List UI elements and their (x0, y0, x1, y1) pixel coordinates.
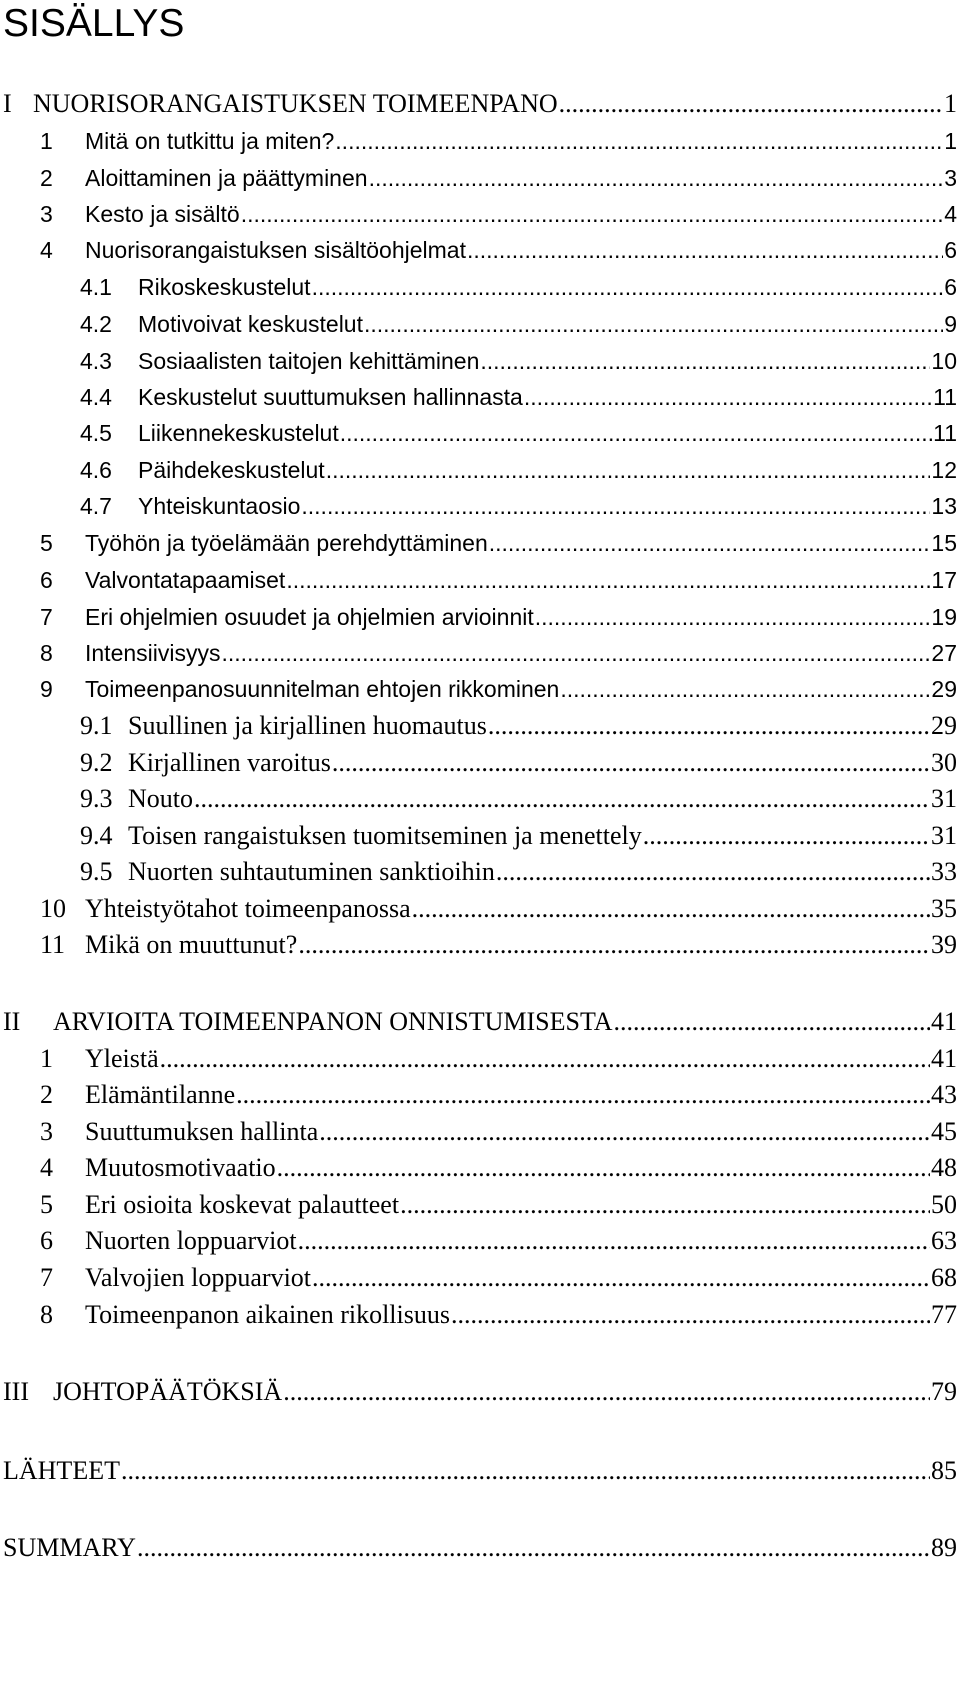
toc-entry-page: 41 (931, 1007, 957, 1036)
toc-dot-leader (160, 1039, 930, 1079)
toc-entry-page: 63 (931, 1226, 957, 1255)
toc-entry[interactable] (40, 1221, 957, 1261)
toc-entry-page: 31 (931, 784, 957, 813)
toc-dot-leader (298, 925, 930, 965)
toc-entry-page: 39 (931, 930, 957, 959)
toc-entry-number: 7 (40, 1263, 53, 1292)
toc-entry-label: Toimeenpanosuunnitelman ehtojen rikkominen (85, 676, 560, 702)
toc-entry-page: 29 (931, 676, 957, 702)
toc-entry-label: JOHTOPÄÄTÖKSIÄ (53, 1377, 283, 1406)
toc-entry-label: Nuorten loppuarviot (85, 1226, 297, 1255)
toc-entry[interactable] (80, 413, 957, 453)
toc-entry-page: 19 (931, 604, 957, 630)
toc-entry[interactable] (80, 304, 957, 344)
toc-entry-page: 68 (931, 1263, 957, 1292)
toc-entry-number: 10 (40, 894, 66, 923)
toc-entry[interactable] (3, 1002, 957, 1042)
toc-entry[interactable] (40, 1148, 957, 1188)
toc-entry-label: Nuorisorangaistuksen sisältöohjelmat (85, 237, 466, 263)
toc-dot-leader (312, 267, 944, 307)
toc-entry-page: 31 (931, 821, 957, 850)
toc-dot-leader (412, 889, 930, 929)
toc-dot-leader (480, 341, 930, 381)
toc-dot-leader (137, 1528, 930, 1568)
toc-entry-page: 11 (933, 384, 957, 410)
toc-entry-label: Suullinen ja kirjallinen huomautus (128, 711, 487, 740)
toc-entry-number: 4.5 (80, 420, 112, 446)
toc-dot-leader (364, 304, 943, 344)
toc-entry-page: 3 (944, 165, 957, 191)
toc-dot-leader (400, 1185, 930, 1225)
toc-entry-label: Yleistä (85, 1044, 159, 1073)
toc-entry[interactable] (3, 1451, 957, 1491)
toc-entry-page: 9 (944, 311, 957, 337)
toc-entry[interactable] (40, 1039, 957, 1079)
toc-entry-label: Mitä on tutkittu ja miten? (85, 128, 335, 154)
toc-entry-page: 1 (944, 89, 957, 118)
toc-entry[interactable] (40, 1112, 957, 1152)
toc-entry-label: LÄHTEET (3, 1456, 120, 1485)
toc-dot-leader (559, 84, 943, 124)
toc-entry-label: Rikoskeskustelut (138, 274, 311, 300)
toc-entry-page: 6 (944, 274, 957, 300)
toc-entry-number: III (3, 1377, 29, 1406)
toc-entry-page: 13 (931, 493, 957, 519)
toc-title: SISÄLLYS (3, 2, 185, 45)
toc-entry-number: 1 (40, 1044, 53, 1073)
toc-entry-number: 8 (40, 640, 53, 666)
toc-entry-number: 3 (40, 1117, 53, 1146)
toc-entry-page: 30 (931, 748, 957, 777)
toc-entry-label: Suuttumuksen hallinta (85, 1117, 319, 1146)
toc-entry-page: 33 (931, 857, 957, 886)
toc-entry-label: Nuorten suhtautuminen sanktioihin (128, 857, 495, 886)
toc-dot-leader (326, 450, 931, 490)
toc-entry-page: 12 (931, 457, 957, 483)
toc-entry-label: Työhön ja työelämään perehdyttäminen (85, 530, 488, 556)
toc-entry[interactable] (3, 84, 957, 124)
toc-dot-leader (241, 194, 944, 234)
toc-entry-label: Mikä on muuttunut? (85, 930, 298, 959)
toc-entry-number: 4 (40, 1153, 53, 1182)
toc-dot-leader (560, 669, 930, 709)
toc-entry-page: 85 (931, 1456, 957, 1485)
toc-entry-label: Toimeenpanon aikainen rikollisuus (85, 1300, 450, 1329)
toc-entry-label: Intensiivisyys (85, 640, 221, 666)
toc-entry-number: 4.4 (80, 384, 112, 410)
toc-entry-number: 2 (40, 1080, 53, 1109)
toc-entry-number: 2 (40, 165, 53, 191)
toc-entry[interactable] (80, 816, 957, 856)
toc-dot-leader (236, 1075, 930, 1115)
toc-entry-page: 50 (931, 1190, 957, 1219)
toc-entry[interactable] (40, 1258, 957, 1298)
toc-entry-label: Muutosmotivaatio (85, 1153, 276, 1182)
toc-dot-leader (489, 523, 931, 563)
toc-entry-page: 77 (931, 1300, 957, 1329)
toc-entry-number: 4.3 (80, 348, 112, 374)
toc-entry-number: 9.3 (80, 784, 113, 813)
toc-entry-number: 5 (40, 530, 53, 556)
toc-entry[interactable] (80, 852, 957, 892)
toc-dot-leader (312, 1258, 930, 1298)
toc-entry-number: 9.2 (80, 748, 113, 777)
toc-entry[interactable] (80, 706, 957, 746)
toc-entry-label: Valvontatapaamiset (85, 567, 286, 593)
toc-entry-label: Sosiaalisten taitojen kehittäminen (138, 348, 480, 374)
toc-entry-number: I (3, 89, 12, 118)
toc-dot-leader (340, 413, 932, 453)
toc-entry-label: Elämäntilanne (85, 1080, 236, 1109)
toc-dot-leader (194, 779, 930, 819)
toc-entry[interactable] (40, 194, 957, 234)
toc-entry-label: NUORISORANGAISTUKSEN TOIMEENPANO (33, 89, 558, 118)
toc-entry-number: 7 (40, 604, 53, 630)
toc-entry-page: 41 (931, 1044, 957, 1073)
toc-entry-label: Toisen rangaistuksen tuomitseminen ja menettely (128, 821, 642, 850)
toc-entry-number: 4.1 (80, 274, 112, 300)
toc-entry[interactable] (40, 560, 957, 600)
toc-entry-number: 8 (40, 1300, 53, 1329)
toc-dot-leader (643, 816, 930, 856)
toc-entry[interactable] (80, 450, 957, 490)
toc-entry[interactable] (40, 230, 957, 270)
toc-entry[interactable] (80, 743, 957, 783)
toc-entry-page: 15 (931, 530, 957, 556)
toc-entry-number: 9.4 (80, 821, 113, 850)
toc-entry[interactable] (40, 597, 957, 637)
toc-entry-number: 3 (40, 201, 53, 227)
toc-entry-page: 10 (931, 348, 957, 374)
toc-dot-leader (332, 743, 930, 783)
toc-dot-leader (451, 1295, 930, 1335)
toc-entry-label: Yhteistyötahot toimeenpanossa (85, 894, 411, 923)
toc-dot-leader (535, 597, 931, 637)
toc-entry[interactable] (80, 341, 957, 381)
toc-entry-label: Eri ohjelmien osuudet ja ohjelmien arvioinnit (85, 604, 534, 630)
toc-entry-page: 29 (931, 711, 957, 740)
toc-entry-page: 6 (944, 237, 957, 263)
toc-entry-label: Eri osioita koskevat palautteet (85, 1190, 400, 1219)
toc-dot-leader (121, 1451, 930, 1491)
toc-dot-leader (369, 158, 944, 198)
toc-entry[interactable] (80, 267, 957, 307)
toc-entry-number: 4.2 (80, 311, 112, 337)
toc-entry-label: ARVIOITA TOIMEENPANON ONNISTUMISESTA (53, 1007, 613, 1036)
toc-entry-label: Kesto ja sisältö (85, 201, 240, 227)
toc-entry-label: Keskustelut suuttumuksen hallinnasta (138, 384, 523, 410)
toc-entry-page: 79 (931, 1377, 957, 1406)
toc-entry-label: Valvojien loppuarviot (85, 1263, 312, 1292)
toc-dot-leader (467, 230, 943, 270)
toc-entry-page: 89 (931, 1533, 957, 1562)
toc-entry[interactable] (40, 158, 957, 198)
toc-entry-page: 11 (933, 420, 957, 446)
toc-entry-page: 48 (931, 1153, 957, 1182)
toc-entry[interactable] (40, 121, 957, 161)
toc-entry-page: 1 (944, 128, 957, 154)
toc-entry-number: 6 (40, 567, 53, 593)
toc-dot-leader (298, 1221, 930, 1261)
toc-entry-number: 4.6 (80, 457, 112, 483)
toc-dot-leader (496, 852, 930, 892)
toc-dot-leader (277, 1148, 930, 1188)
toc-dot-leader (524, 377, 932, 417)
toc-entry-label: Aloittaminen ja päättyminen (85, 165, 368, 191)
toc-entry-number: 1 (40, 128, 53, 154)
toc-dot-leader (335, 121, 943, 161)
toc-entry-label: Päihdekeskustelut (138, 457, 325, 483)
toc-entry[interactable] (80, 377, 957, 417)
toc-dot-leader (283, 1372, 930, 1412)
toc-entry-label: Kirjallinen varoitus (128, 748, 331, 777)
toc-entry-label: Motivoivat keskustelut (138, 311, 363, 337)
toc-entry-label: Liikennekeskustelut (138, 420, 339, 446)
toc-entry-number: 9.5 (80, 857, 113, 886)
toc-entry[interactable] (80, 779, 957, 819)
toc-entry-page: 35 (931, 894, 957, 923)
toc-entry-page: 27 (931, 640, 957, 666)
toc-entry-page: 17 (931, 567, 957, 593)
toc-entry[interactable] (40, 1075, 957, 1115)
toc-entry[interactable] (40, 1185, 957, 1225)
toc-entry[interactable] (40, 633, 957, 673)
toc-entry[interactable] (40, 925, 957, 965)
toc-dot-leader (614, 1002, 930, 1042)
toc-entry-number: 9.1 (80, 711, 113, 740)
toc-entry[interactable] (40, 523, 957, 563)
toc-entry-page: 45 (931, 1117, 957, 1146)
toc-entry-page: 4 (944, 201, 957, 227)
toc-entry-number: II (3, 1007, 21, 1036)
toc-dot-leader (301, 486, 930, 526)
toc-entry-number: 4.7 (80, 493, 112, 519)
toc-entry[interactable] (3, 1528, 957, 1568)
toc-entry-number: 11 (40, 930, 66, 959)
toc-entry-label: Nouto (128, 784, 193, 813)
toc-entry-number: 6 (40, 1226, 53, 1255)
toc-dot-leader (221, 633, 930, 673)
toc-entry-label: SUMMARY (3, 1533, 136, 1562)
toc-entry[interactable] (80, 486, 957, 526)
toc-entry[interactable] (40, 889, 957, 929)
toc-entry-number: 9 (40, 676, 53, 702)
toc-entry-page: 43 (931, 1080, 957, 1109)
toc-entry[interactable] (40, 669, 957, 709)
toc-dot-leader (488, 706, 930, 746)
toc-dot-leader (286, 560, 930, 600)
toc-entry-number: 5 (40, 1190, 53, 1219)
toc-entry-label: Yhteiskuntaosio (138, 493, 301, 519)
toc-dot-leader (319, 1112, 930, 1152)
toc-entry[interactable] (40, 1295, 957, 1335)
toc-entry[interactable] (3, 1372, 957, 1412)
toc-entry-number: 4 (40, 237, 53, 263)
